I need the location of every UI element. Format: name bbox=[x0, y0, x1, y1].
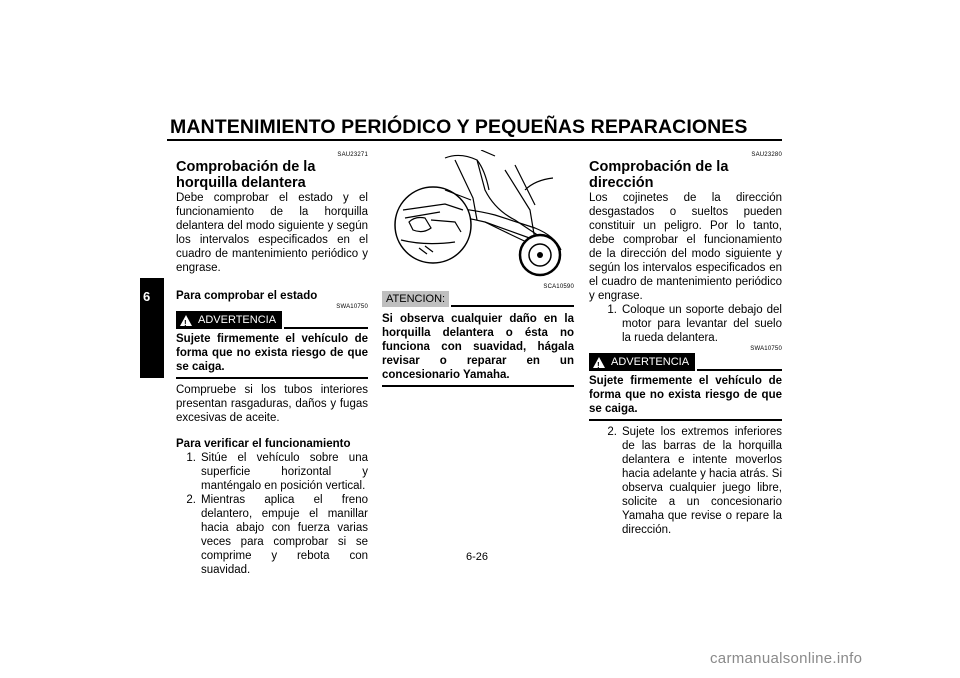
warning-triangle-icon: ! bbox=[180, 315, 192, 326]
caution-rule bbox=[451, 305, 574, 307]
intro-paragraph: Los cojinetes de la dirección desgastados o sueltos pueden constituir un peligro. Por lo tanto, debe comprobar el funcionamiento de la dirección del modo siguiente y según los intervalos especificados en el cuadro de mantenimiento periódico y engrase. bbox=[589, 192, 782, 302]
watermark: carmanualsonline.info bbox=[710, 650, 863, 667]
column-steering-check bbox=[589, 151, 782, 537]
warning-text: Sujete firmemente el vehículo de forma que no exista riesgo de que se caiga. bbox=[589, 375, 782, 415]
list-item: 2. Sujete los extremos inferiores de las barras de la horquilla delantera e intente moverlos hacia adelante y hacia atrás. Si observa cualquier juego libre, solicite a un concesionario Yamaha que revise o repare la dirección. bbox=[607, 426, 782, 536]
caution-bottom-rule bbox=[382, 385, 574, 387]
warning-badge bbox=[589, 353, 695, 371]
list-item: 1. Sitúe el vehículo sobre una superficie horizontal y manténgalo en posición vertical. bbox=[186, 452, 368, 492]
warning-label: ADVERTENCIA bbox=[198, 314, 277, 326]
warning-header bbox=[176, 311, 368, 329]
warning-label: ADVERTENCIA bbox=[611, 356, 690, 368]
warning-triangle-icon: ! bbox=[593, 357, 605, 368]
warning-code: SWA10750 bbox=[336, 304, 368, 310]
section-heading: Comprobación de la dirección bbox=[589, 159, 729, 191]
fork-check-illustration bbox=[385, 150, 575, 280]
warning-rule bbox=[697, 369, 782, 371]
check-paragraph: Compruebe si los tubos interiores presentan rasgaduras, daños y fugas excesivas de aceite. bbox=[176, 384, 368, 424]
ref-code: SAU23280 bbox=[751, 152, 782, 158]
chapter-number: 6 bbox=[143, 289, 151, 304]
column-caution bbox=[382, 283, 574, 387]
intro-paragraph: Debe comprobar el estado y el funcionamiento de la horquilla delantera del modo siguiente y según los intervalos especificados en el cuadro de mantenimiento periódico y engrase. bbox=[176, 192, 368, 274]
subheading-condition: Para comprobar el estado bbox=[176, 290, 318, 302]
warning-bottom-rule bbox=[589, 419, 782, 421]
ref-code: SAU23271 bbox=[337, 152, 368, 158]
section-heading: Comprobación de la horquilla delantera bbox=[176, 159, 316, 191]
warning-text: Sujete firmemente el vehículo de forma que no exista riesgo de que se caiga. bbox=[176, 333, 368, 373]
page-title: MANTENIMIENTO PERIÓDICO Y PEQUEÑAS REPARACIONES bbox=[170, 116, 748, 138]
caution-text: Si observa cualquier daño en la horquilla delantera o ésta no funciona con suavidad, hágala revisar o reparar en un concesionario Yamaha. bbox=[382, 313, 574, 381]
warning-header bbox=[589, 353, 782, 371]
title-rule bbox=[167, 139, 782, 141]
page-number: 6-26 bbox=[466, 551, 489, 563]
caution-code: SCA10590 bbox=[543, 284, 574, 290]
column-fork-check bbox=[176, 151, 368, 577]
warning-bottom-rule bbox=[176, 377, 368, 379]
warning-rule bbox=[284, 327, 368, 329]
caution-header bbox=[382, 291, 574, 307]
caution-label: ATENCION: bbox=[382, 291, 449, 307]
warning-badge bbox=[176, 311, 282, 329]
subheading-operation: Para verificar el funcionamiento bbox=[176, 438, 351, 450]
warning-code: SWA10750 bbox=[750, 346, 782, 352]
list-item: 1. Coloque un soporte debajo del motor para levantar del suelo la rueda delantera. bbox=[607, 304, 782, 344]
list-item: 2. Mientras aplica el freno delantero, empuje el manillar hacia abajo con fuerza varias veces para comprobar si se comprime y rebota con suavidad. bbox=[186, 494, 368, 576]
